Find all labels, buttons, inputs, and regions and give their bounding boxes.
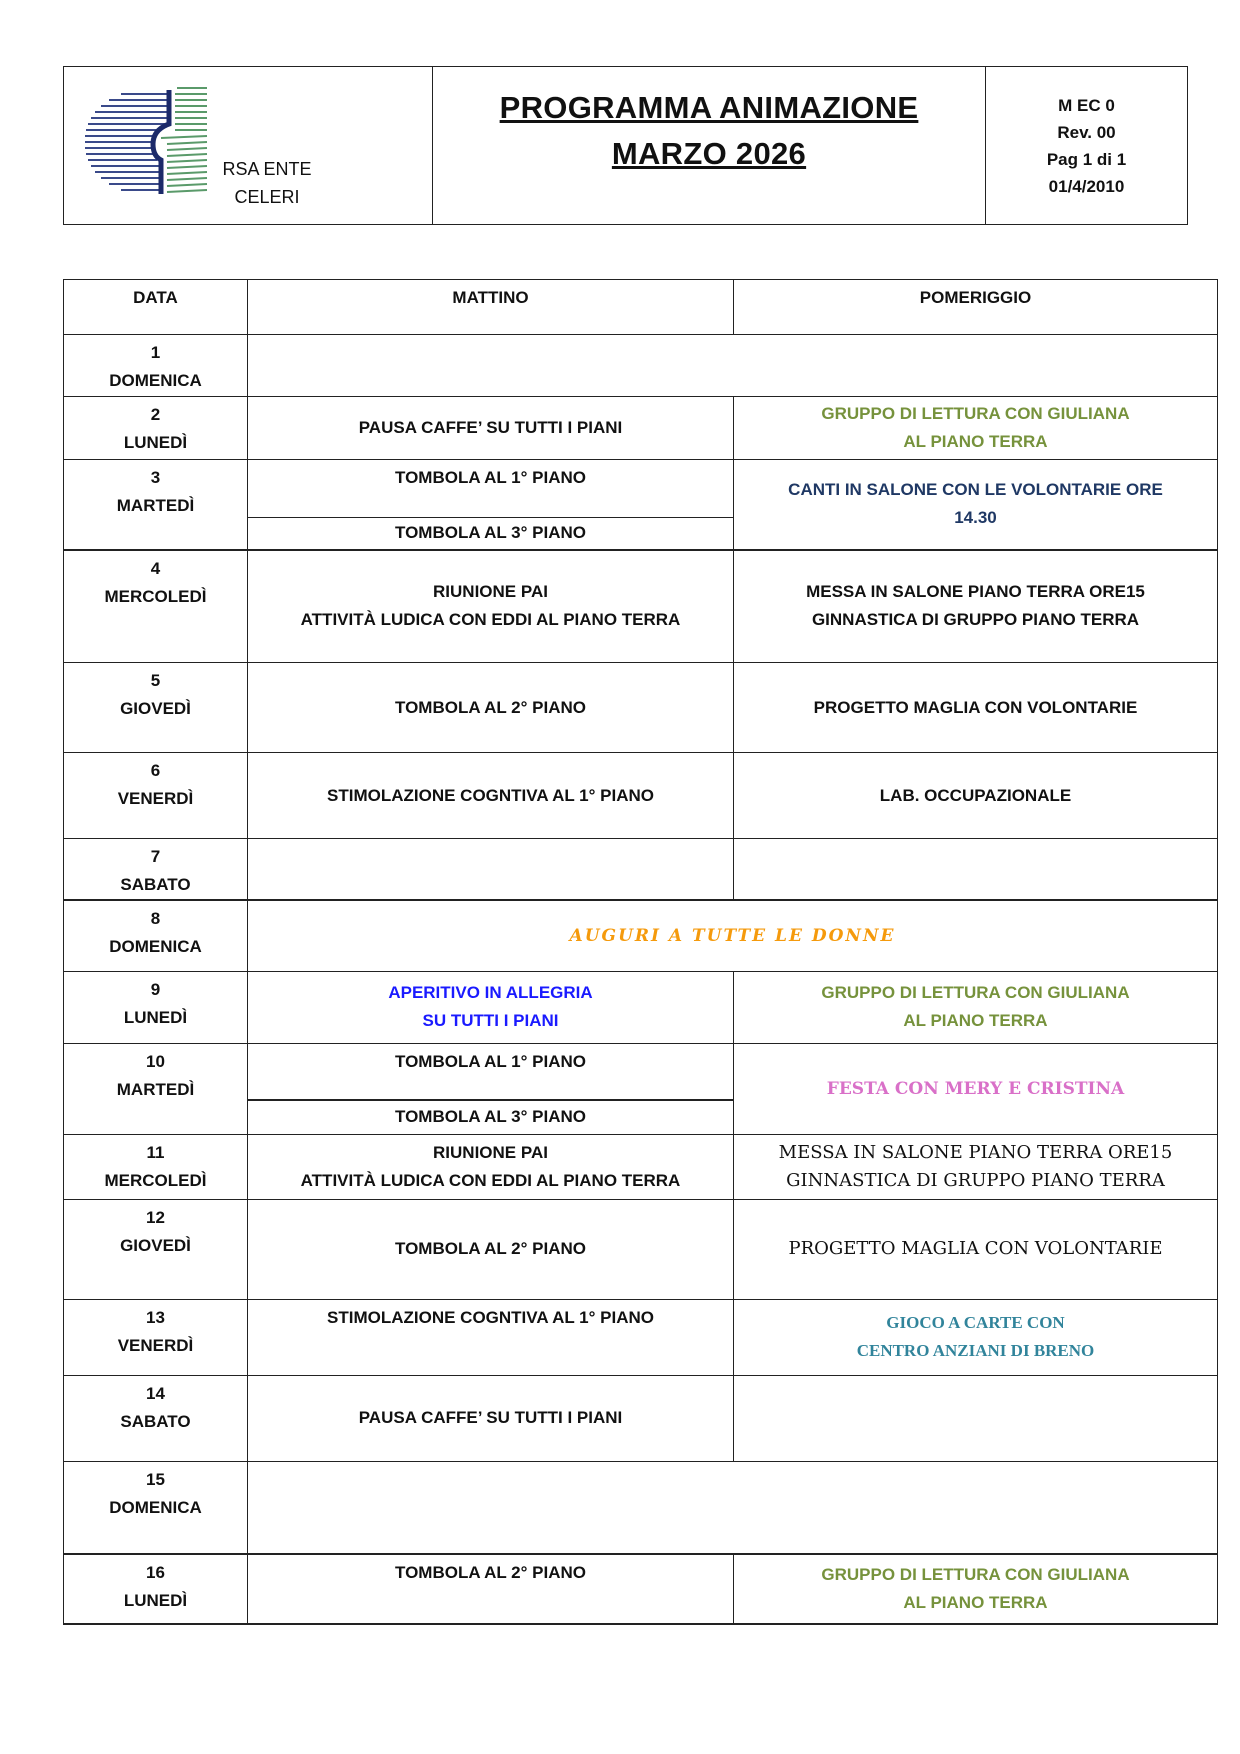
table-row (64, 1554, 1218, 1624)
womens-day-banner: AUGURI A TUTTE LE DONNE (248, 900, 1218, 971)
afternoon-line-2: AL PIANO TERRA (903, 432, 1048, 451)
day-name: DOMENICA (109, 937, 202, 956)
day-number: 2 (150, 405, 161, 424)
activity-cell-empty (248, 1461, 1218, 1554)
day-name: LUNEDÌ (123, 1591, 188, 1610)
date-cell (64, 550, 248, 663)
day-name: GIOVEDÌ (120, 1235, 191, 1255)
afternoon-line-2: AL PIANO TERRA (903, 1593, 1048, 1612)
day-number: 3 (150, 468, 161, 487)
header-mattino: MATTINO (248, 280, 734, 335)
day-name: SABATO (120, 875, 191, 894)
date-cell (64, 1134, 248, 1199)
morning-cell: TOMBOLA AL 2° PIANO (248, 1554, 734, 1624)
day-number: 11 (146, 1142, 165, 1162)
table-row (64, 1299, 1218, 1375)
page-subtitle: MARZO 2026 (611, 136, 807, 171)
day-number: 7 (150, 847, 161, 866)
afternoon-line-2: GINNASTICA DI GRUPPO PIANO TERRA (786, 1169, 1165, 1191)
morning-cell (248, 1134, 734, 1199)
day-name: DOMENICA (109, 1497, 202, 1517)
table-row (64, 397, 1218, 460)
afternoon-cell (734, 460, 1218, 550)
day-number: 12 (146, 1207, 165, 1227)
schedule-table (63, 279, 1218, 1625)
date-cell (64, 900, 248, 971)
morning-cell: STIMOLAZIONE COGNTIVA AL 1° PIANO (248, 753, 734, 839)
day-name: VENERDÌ (117, 789, 194, 808)
day-name: LUNEDÌ (123, 1007, 188, 1027)
morning-cell (248, 971, 734, 1043)
date-cell (64, 1554, 248, 1624)
date-cell (64, 663, 248, 753)
table-row (64, 900, 1218, 971)
morning-cell: TOMBOLA AL 2° PIANO (248, 663, 734, 753)
afternoon-cell (734, 1134, 1218, 1199)
org-line-2: CELERI (234, 187, 300, 207)
day-name: MARTEDÌ (116, 496, 195, 515)
doc-info-cell (986, 67, 1187, 224)
afternoon-cell: FESTA CON MERY E CRISTINA (734, 1043, 1218, 1134)
afternoon-line-1: MESSA IN SALONE PIANO TERRA ORE15 (778, 1141, 1173, 1163)
table-row (64, 550, 1218, 663)
afternoon-cell: PROGETTO MAGLIA CON VOLONTARIE (734, 663, 1218, 753)
page-title: PROGRAMMA ANIMAZIONE (499, 90, 919, 125)
day-name: SABATO (120, 1411, 191, 1431)
org-line-1: RSA ENTE (222, 159, 312, 179)
morning-line-1: RIUNIONE PAI (433, 1142, 548, 1162)
header-data: DATA (64, 280, 248, 335)
table-header-row (64, 280, 1218, 335)
afternoon-cell (734, 550, 1218, 663)
afternoon-cell: PROGETTO MAGLIA CON VOLONTARIE (734, 1199, 1218, 1299)
doc-revision: Rev. 00 (1057, 122, 1116, 142)
afternoon-line-1: GRUPPO DI LETTURA CON GIULIANA (821, 1565, 1130, 1584)
day-number: 4 (150, 558, 161, 578)
table-row (64, 460, 1218, 518)
day-name: MERCOLEDÌ (104, 586, 207, 606)
day-name: GIOVEDÌ (120, 699, 191, 718)
day-name: VENERDÌ (117, 1335, 194, 1355)
doc-date: 01/4/2010 (1048, 176, 1125, 196)
table-row (64, 1375, 1218, 1461)
morning-line-2: SU TUTTI I PIANI (422, 1011, 559, 1030)
doc-page: Pag 1 di 1 (1046, 149, 1127, 169)
date-cell (64, 460, 248, 550)
morning-cell-a: TOMBOLA AL 1° PIANO (248, 1043, 734, 1100)
table-row (64, 1043, 1218, 1100)
afternoon-line-2: AL PIANO TERRA (903, 1011, 1048, 1030)
afternoon-cell: LAB. OCCUPAZIONALE (734, 753, 1218, 839)
afternoon-line-1: MESSA IN SALONE PIANO TERRA ORE15 (806, 582, 1145, 602)
date-cell (64, 1461, 248, 1554)
table-row (64, 1134, 1218, 1199)
activity-cell-empty (248, 335, 1218, 397)
date-cell (64, 1299, 248, 1375)
afternoon-line-2: GINNASTICA DI GRUPPO PIANO TERRA (811, 610, 1140, 630)
morning-line-1: RIUNIONE PAI (433, 582, 548, 602)
afternoon-cell-empty (734, 839, 1218, 901)
day-number: 5 (150, 671, 161, 690)
day-number: 8 (150, 909, 161, 928)
table-row (64, 753, 1218, 839)
rsa-logo-icon (81, 82, 211, 204)
date-cell (64, 753, 248, 839)
morning-cell-b: TOMBOLA AL 3° PIANO (248, 518, 734, 550)
afternoon-cell (734, 1554, 1218, 1624)
afternoon-cell (734, 971, 1218, 1043)
header-pomeriggio: POMERIGGIO (734, 280, 1218, 335)
day-number: 6 (150, 761, 161, 780)
day-number: 14 (146, 1383, 165, 1403)
morning-cell: PAUSA CAFFE’ SU TUTTI I PIANI (248, 1375, 734, 1461)
morning-cell-a: TOMBOLA AL 1° PIANO (248, 460, 734, 518)
afternoon-line-2: 14.30 (954, 508, 997, 528)
afternoon-cell (734, 397, 1218, 460)
morning-cell-empty (248, 839, 734, 901)
document-header (63, 66, 1188, 225)
morning-cell: TOMBOLA AL 2° PIANO (248, 1199, 734, 1299)
day-name: DOMENICA (109, 371, 202, 390)
table-row (64, 1199, 1218, 1299)
day-number: 10 (146, 1051, 165, 1071)
day-number: 9 (150, 979, 161, 999)
logo-cell (64, 67, 433, 224)
date-cell (64, 839, 248, 901)
date-cell (64, 397, 248, 460)
table-row (64, 335, 1218, 397)
day-number: 15 (146, 1469, 165, 1489)
morning-cell: PAUSA CAFFE’ SU TUTTI I PIANI (248, 397, 734, 460)
morning-cell: STIMOLAZIONE COGNTIVA AL 1° PIANO (248, 1299, 734, 1375)
afternoon-line-1: GRUPPO DI LETTURA CON GIULIANA (821, 404, 1130, 423)
day-name: MERCOLEDÌ (104, 1170, 207, 1190)
afternoon-line-2: CENTRO ANZIANI DI BRENO (856, 1341, 1095, 1360)
morning-cell-b: TOMBOLA AL 3° PIANO (248, 1100, 734, 1134)
date-cell (64, 1043, 248, 1134)
morning-line-2: ATTIVITÀ LUDICA CON EDDI AL PIANO TERRA (300, 1170, 681, 1190)
date-cell (64, 971, 248, 1043)
date-cell (64, 1375, 248, 1461)
morning-cell (248, 550, 734, 663)
date-cell (64, 1199, 248, 1299)
afternoon-cell-empty (734, 1375, 1218, 1461)
table-row (64, 839, 1218, 901)
day-number: 1 (150, 343, 161, 362)
afternoon-line-1: GRUPPO DI LETTURA CON GIULIANA (821, 983, 1130, 1002)
morning-line-2: ATTIVITÀ LUDICA CON EDDI AL PIANO TERRA (300, 610, 681, 630)
afternoon-line-1: GIOCO A CARTE CON (886, 1313, 1065, 1332)
day-number: 13 (146, 1307, 165, 1327)
doc-code: M EC 0 (1058, 95, 1115, 115)
afternoon-cell (734, 1299, 1218, 1375)
organization-name (212, 155, 322, 211)
morning-line-1: APERITIVO IN ALLEGRIA (388, 983, 593, 1002)
table-row (64, 971, 1218, 1043)
table-row (64, 1461, 1218, 1554)
day-name: MARTEDÌ (116, 1079, 195, 1099)
table-row (64, 663, 1218, 753)
day-number: 16 (146, 1563, 165, 1582)
afternoon-line-1: CANTI IN SALONE CON LE VOLONTARIE ORE (788, 480, 1163, 500)
day-name: LUNEDÌ (123, 433, 188, 452)
date-cell (64, 335, 248, 397)
title-cell (433, 67, 986, 224)
